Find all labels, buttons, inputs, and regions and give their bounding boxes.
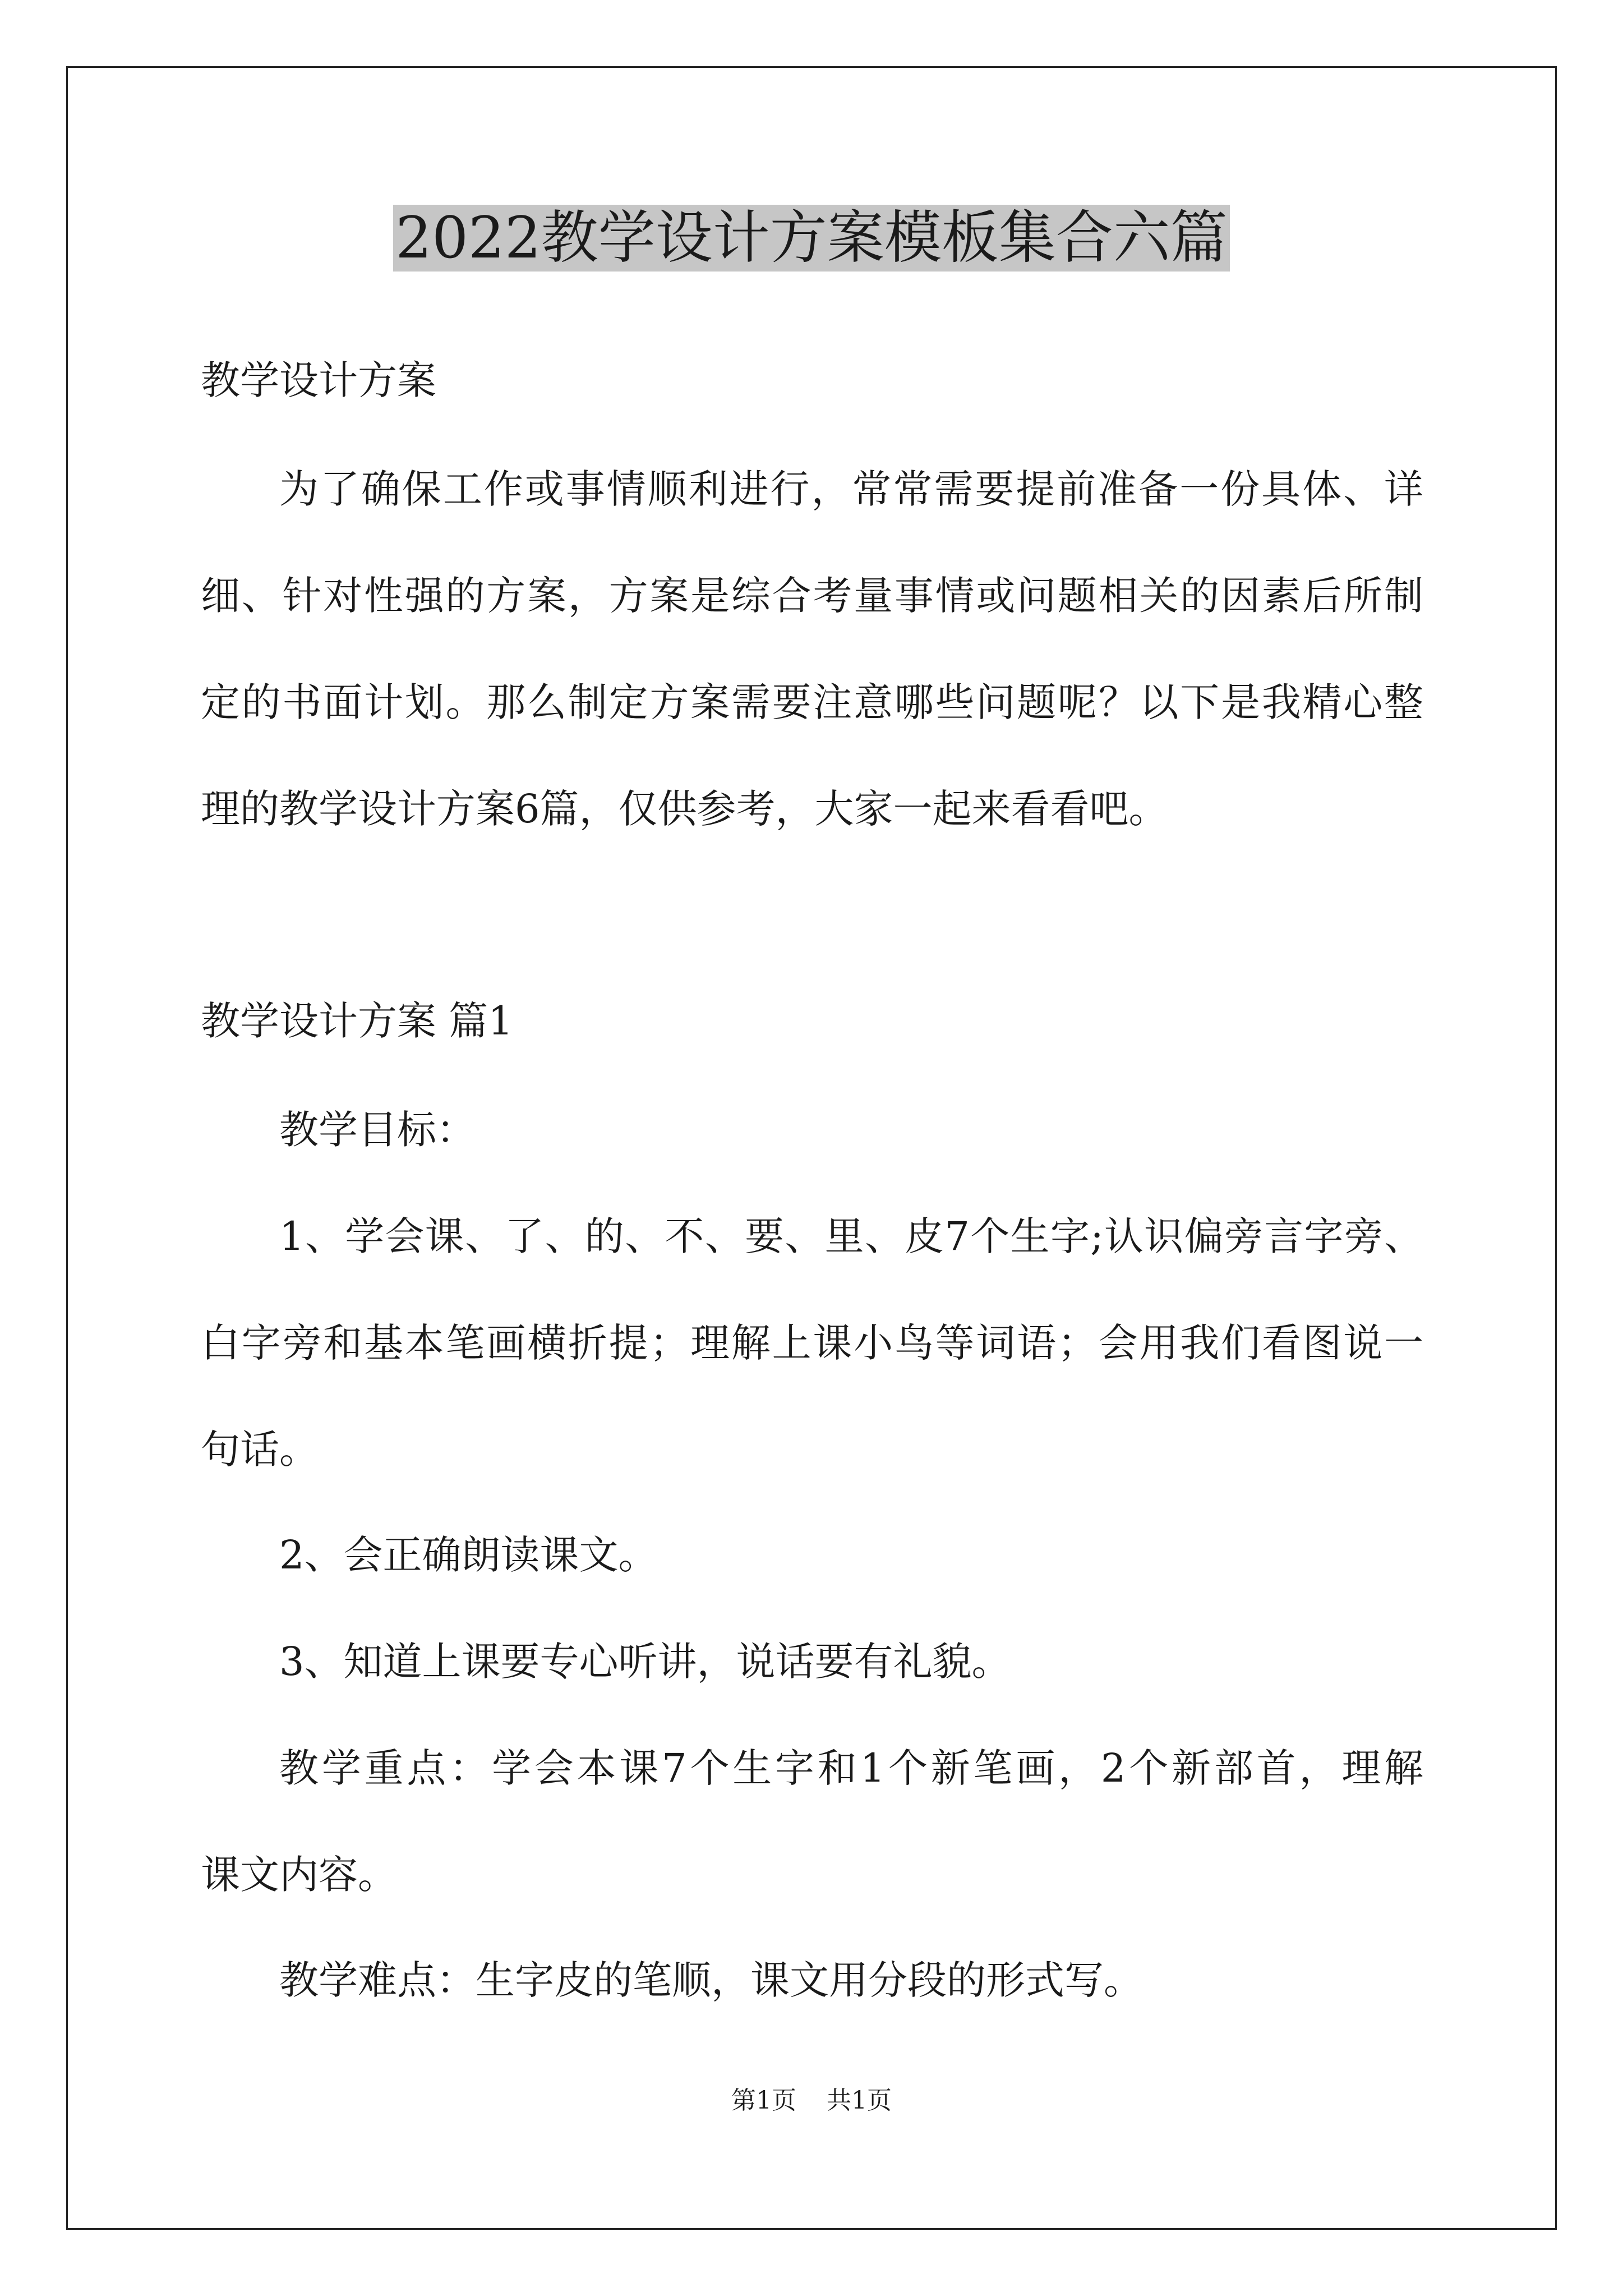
key-points-line-2: 课文内容。 [201, 1852, 397, 1898]
intro-line-2: 细、针对性强的方案，方案是综合考量事情或问题相关的因素后所制 [201, 573, 1423, 619]
section-heading: 教学设计方案 篇1 [201, 998, 513, 1044]
goal-2: 2、会正确朗读课文。 [279, 1532, 658, 1578]
page-footer [0, 2084, 1623, 2118]
intro-line-3: 定的书面计划。那么制定方案需要注意哪些问题呢？以下是我精心整 [201, 679, 1423, 725]
page-current: 第1页 [731, 2086, 796, 2115]
goal-1-line-1: 1、学会课、了、的、不、要、里、皮7个生字;认识偏旁言字旁、 [279, 1213, 1423, 1259]
difficulty: 教学难点：生字皮的笔顺，课文用分段的形式写。 [279, 1957, 1143, 2003]
intro-line-4: 理的教学设计方案6篇，仅供参考，大家一起来看看吧。 [201, 786, 1168, 832]
goals-label: 教学目标： [279, 1107, 476, 1153]
title-text: 2022教学设计方案模板集合六篇 [393, 205, 1230, 272]
document-title [0, 199, 1623, 278]
goal-1-line-3: 句话。 [201, 1427, 319, 1473]
goal-1-line-2: 白字旁和基本笔画横折提；理解上课小鸟等词语；会用我们看图说一 [201, 1320, 1423, 1366]
page-total: 共1页 [827, 2086, 892, 2115]
goal-3: 3、知道上课要专心听讲，说话要有礼貌。 [279, 1639, 1011, 1685]
intro-heading: 教学设计方案 [201, 357, 436, 403]
key-points-line-1: 教学重点：学会本课7个生字和1个新笔画，2个新部首，理解 [279, 1745, 1423, 1791]
intro-line-1: 为了确保工作或事情顺利进行，常常需要提前准备一份具体、详 [279, 466, 1423, 512]
